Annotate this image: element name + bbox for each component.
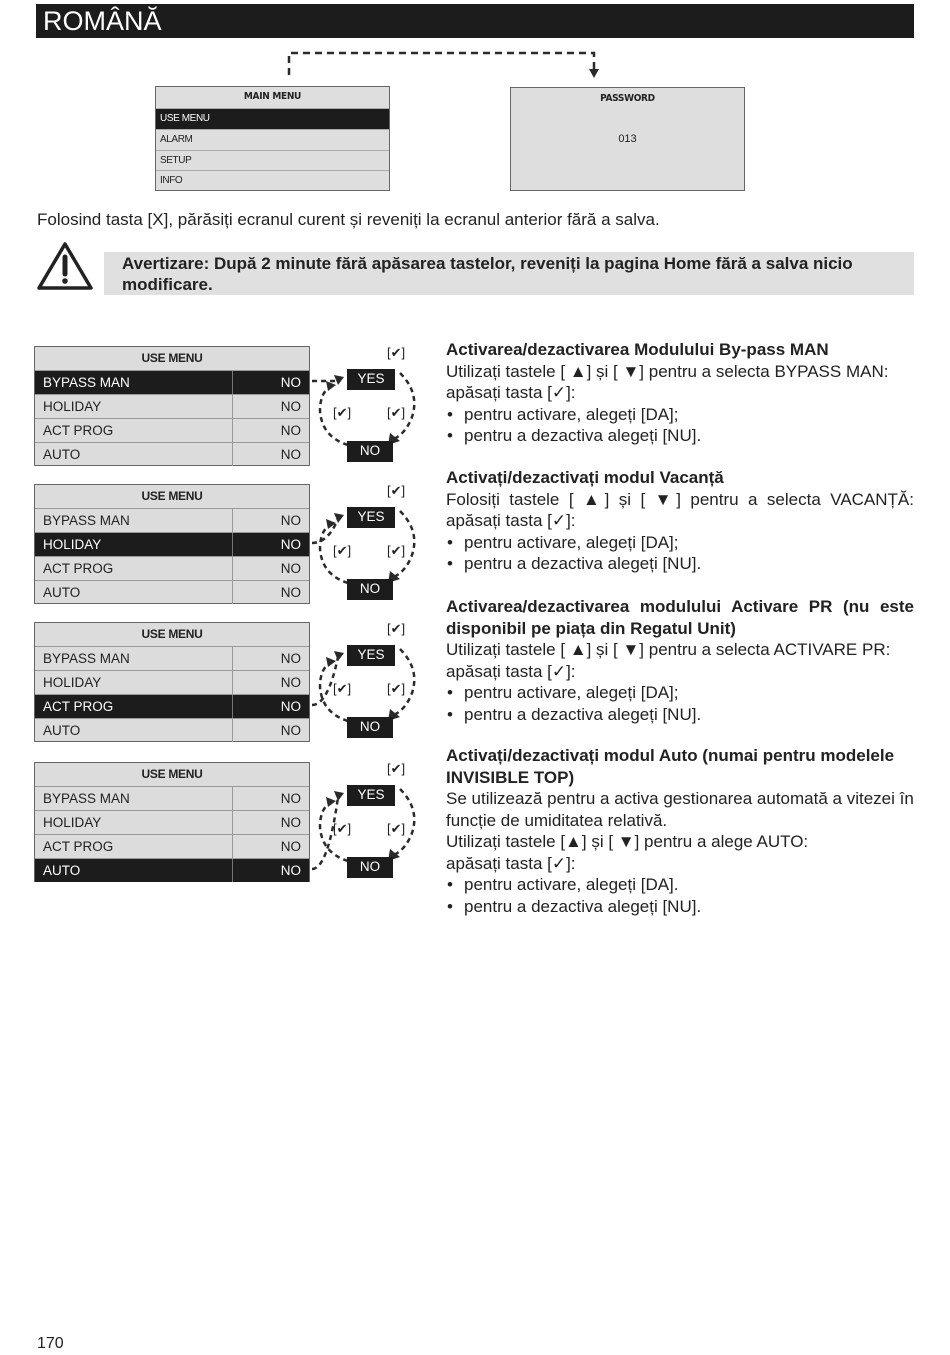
use-menu-item-value: NO bbox=[280, 863, 301, 878]
use-menu-row bbox=[35, 580, 309, 604]
column-divider bbox=[232, 443, 233, 466]
section-title: Activați/dezactivați modul Auto (numai pentru modelele INVISIBLE TOP) bbox=[446, 746, 895, 787]
use-menu-item-label: HOLIDAY bbox=[43, 537, 102, 552]
use-menu-item-value: NO bbox=[280, 791, 301, 806]
no-indicator: NO bbox=[347, 579, 393, 600]
confirm-key-icon: [✔] bbox=[387, 821, 406, 836]
bullet-item: • pentru a dezactiva alegeți [NU]. bbox=[446, 425, 914, 447]
column-divider bbox=[232, 859, 233, 882]
bullet-item: • pentru activare, alegeți [DA]; bbox=[446, 532, 914, 554]
section-line: Se utilizează pentru a activa gestionarea automată a vitezei în funcție de umiditatea relativă. bbox=[446, 789, 914, 830]
section-line: apăsați tasta [✓]: bbox=[446, 661, 576, 681]
column-divider bbox=[232, 695, 233, 718]
column-divider bbox=[232, 395, 233, 418]
use-menu-item-label: HOLIDAY bbox=[43, 815, 102, 830]
column-divider bbox=[232, 671, 233, 694]
confirm-key-icon: [✔] bbox=[387, 761, 406, 776]
yes-indicator: YES bbox=[347, 785, 395, 806]
use-menu-row bbox=[35, 646, 309, 670]
use-menu-row bbox=[35, 810, 309, 834]
use-menu-item-value: NO bbox=[280, 839, 301, 854]
confirm-key-icon: [✔] bbox=[387, 681, 406, 696]
use-menu-item-value: NO bbox=[280, 723, 301, 738]
intro-text: Folosind tasta [X], părăsiți ecranul curent și reveniți la ecranul anterior fără a salva. bbox=[37, 210, 660, 229]
main-menu-item-alarm: ALARM bbox=[156, 129, 389, 150]
use-menu-item-value: NO bbox=[280, 651, 301, 666]
warning-text: Avertizare: După 2 minute fără apăsarea tastelor, reveniți la pagina Home fără a salva nicio modificare. bbox=[122, 254, 853, 294]
column-divider bbox=[232, 787, 233, 810]
use-menu-row bbox=[35, 370, 309, 394]
use-menu-item-label: HOLIDAY bbox=[43, 399, 102, 414]
bullet-item: • pentru activare, alegeți [DA]; bbox=[446, 404, 914, 426]
use-menu-item-label: AUTO bbox=[43, 863, 81, 878]
confirm-key-icon: [✔] bbox=[387, 621, 406, 636]
use-menu-item-label: AUTO bbox=[43, 447, 81, 462]
section-line: apăsați tasta [✓]: bbox=[446, 853, 576, 873]
password-title: PASSWORD bbox=[600, 93, 655, 104]
use-menu-row bbox=[35, 694, 309, 718]
section-title: Activarea/dezactivarea Modulului By-pass MAN bbox=[446, 340, 829, 359]
yes-indicator: YES bbox=[347, 369, 395, 390]
use-menu-row bbox=[35, 418, 309, 442]
confirm-key-icon: [✔] bbox=[333, 543, 352, 558]
confirm-key-icon: [✔] bbox=[387, 483, 406, 498]
yes-indicator: YES bbox=[347, 645, 395, 666]
use-menu-row bbox=[35, 670, 309, 694]
password-screen bbox=[510, 87, 745, 191]
transition-arrow bbox=[280, 45, 610, 85]
use-menu-item-label: ACT PROG bbox=[43, 839, 114, 854]
main-menu-item-use-menu: USE MENU bbox=[156, 108, 389, 129]
warning-triangle-icon bbox=[36, 241, 94, 291]
use-menu-row bbox=[35, 718, 309, 742]
no-indicator: NO bbox=[347, 717, 393, 738]
column-divider bbox=[232, 581, 233, 604]
use-menu-item-label: HOLIDAY bbox=[43, 675, 102, 690]
main-menu-item-setup: SETUP bbox=[156, 150, 389, 171]
confirm-key-icon: [✔] bbox=[333, 821, 352, 836]
use-menu-item-label: BYPASS MAN bbox=[43, 791, 130, 806]
confirm-key-icon: [✔] bbox=[387, 543, 406, 558]
section-line: Folosiți tastele [ ▲] și [ ▼] pentru a selecta VACANȚĂ: bbox=[446, 489, 914, 509]
use-menu-item-value: NO bbox=[280, 561, 301, 576]
use-menu-title: USE MENU bbox=[141, 627, 203, 641]
bullet-item: • pentru activare, alegeți [DA]; bbox=[446, 682, 914, 704]
yes-indicator: YES bbox=[347, 507, 395, 528]
use-menu-item-label: AUTO bbox=[43, 585, 81, 600]
bullet-item: • pentru activare, alegeți [DA]. bbox=[446, 874, 914, 896]
section-auto bbox=[446, 745, 914, 917]
use-menu-title: USE MENU bbox=[141, 767, 203, 781]
use-menu-row bbox=[35, 532, 309, 556]
use-menu-row bbox=[35, 508, 309, 532]
bullet-item: • pentru a dezactiva alegeți [NU]. bbox=[446, 896, 914, 918]
section-line: Utilizați tastele [▲] și [ ▼] pentru a alege AUTO: bbox=[446, 832, 809, 851]
column-divider bbox=[232, 509, 233, 532]
bullet-item: • pentru a dezactiva alegeți [NU]. bbox=[446, 704, 914, 726]
use-menu-item-value: NO bbox=[280, 423, 301, 438]
password-value: 013 bbox=[618, 133, 637, 145]
column-divider bbox=[232, 419, 233, 442]
use-menu-item-value: NO bbox=[280, 399, 301, 414]
column-divider bbox=[232, 811, 233, 834]
use-menu-item-label: AUTO bbox=[43, 723, 81, 738]
page-number: 170 bbox=[37, 1335, 64, 1352]
main-menu-title: MAIN MENU bbox=[243, 91, 302, 102]
use-menu-row bbox=[35, 786, 309, 810]
use-menu-item-value: NO bbox=[280, 513, 301, 528]
use-menu-item-value: NO bbox=[280, 537, 301, 552]
use-menu-item-label: BYPASS MAN bbox=[43, 375, 130, 390]
use-menu-item-label: BYPASS MAN bbox=[43, 513, 130, 528]
use-menu-item-label: ACT PROG bbox=[43, 699, 114, 714]
use-menu-item-value: NO bbox=[280, 585, 301, 600]
use-menu-item-value: NO bbox=[280, 699, 301, 714]
column-divider bbox=[232, 557, 233, 580]
section-holiday bbox=[446, 467, 914, 575]
use-menu-item-value: NO bbox=[280, 375, 301, 390]
warning-box bbox=[104, 252, 914, 295]
column-divider bbox=[232, 533, 233, 556]
page-title: ROMÂNĂ bbox=[43, 6, 162, 36]
use-menu-row bbox=[35, 394, 309, 418]
use-menu-screen bbox=[34, 622, 310, 742]
section-title: Activați/dezactivați modul Vacanță bbox=[446, 468, 724, 487]
section-title: Activarea/dezactivarea modulului Activare PR (nu este disponibil pe piața din Regatul Unit) bbox=[446, 597, 914, 638]
use-menu-item-value: NO bbox=[280, 675, 301, 690]
use-menu-row bbox=[35, 834, 309, 858]
use-menu-item-value: NO bbox=[280, 815, 301, 830]
section-line: Utilizați tastele [ ▲] și [ ▼] pentru a selecta BYPASS MAN: bbox=[446, 361, 889, 381]
use-menu-row bbox=[35, 556, 309, 580]
use-menu-item-label: ACT PROG bbox=[43, 423, 114, 438]
use-menu-screen bbox=[34, 762, 310, 882]
confirm-key-icon: [✔] bbox=[387, 405, 406, 420]
no-indicator: NO bbox=[347, 441, 393, 462]
use-menu-row bbox=[35, 442, 309, 466]
column-divider bbox=[232, 647, 233, 670]
section-line: apăsați tasta [✓]: bbox=[446, 383, 576, 402]
column-divider bbox=[232, 835, 233, 858]
column-divider bbox=[232, 371, 233, 394]
no-indicator: NO bbox=[347, 857, 393, 878]
use-menu-screen bbox=[34, 346, 310, 466]
section-line: apăsați tasta [✓]: bbox=[446, 511, 576, 530]
use-menu-title: USE MENU bbox=[141, 351, 203, 365]
section-act-prog bbox=[446, 596, 914, 725]
use-menu-screen bbox=[34, 484, 310, 604]
confirm-key-icon: [✔] bbox=[333, 681, 352, 696]
header-bar bbox=[36, 4, 914, 38]
confirm-key-icon: [✔] bbox=[333, 405, 352, 420]
column-divider bbox=[232, 719, 233, 742]
use-menu-item-label: ACT PROG bbox=[43, 561, 114, 576]
section-bypass bbox=[446, 339, 914, 447]
use-menu-row bbox=[35, 858, 309, 882]
use-menu-item-label: BYPASS MAN bbox=[43, 651, 130, 666]
bullet-item: • pentru a dezactiva alegeți [NU]. bbox=[446, 553, 914, 575]
confirm-key-icon: [✔] bbox=[387, 345, 406, 360]
section-line: Utilizați tastele [ ▲] și [ ▼] pentru a selecta ACTIVARE PR: bbox=[446, 640, 891, 659]
use-menu-title: USE MENU bbox=[141, 489, 203, 503]
use-menu-item-value: NO bbox=[280, 447, 301, 462]
main-menu-item-info: INFO bbox=[156, 170, 389, 191]
main-menu-screen bbox=[155, 86, 390, 191]
